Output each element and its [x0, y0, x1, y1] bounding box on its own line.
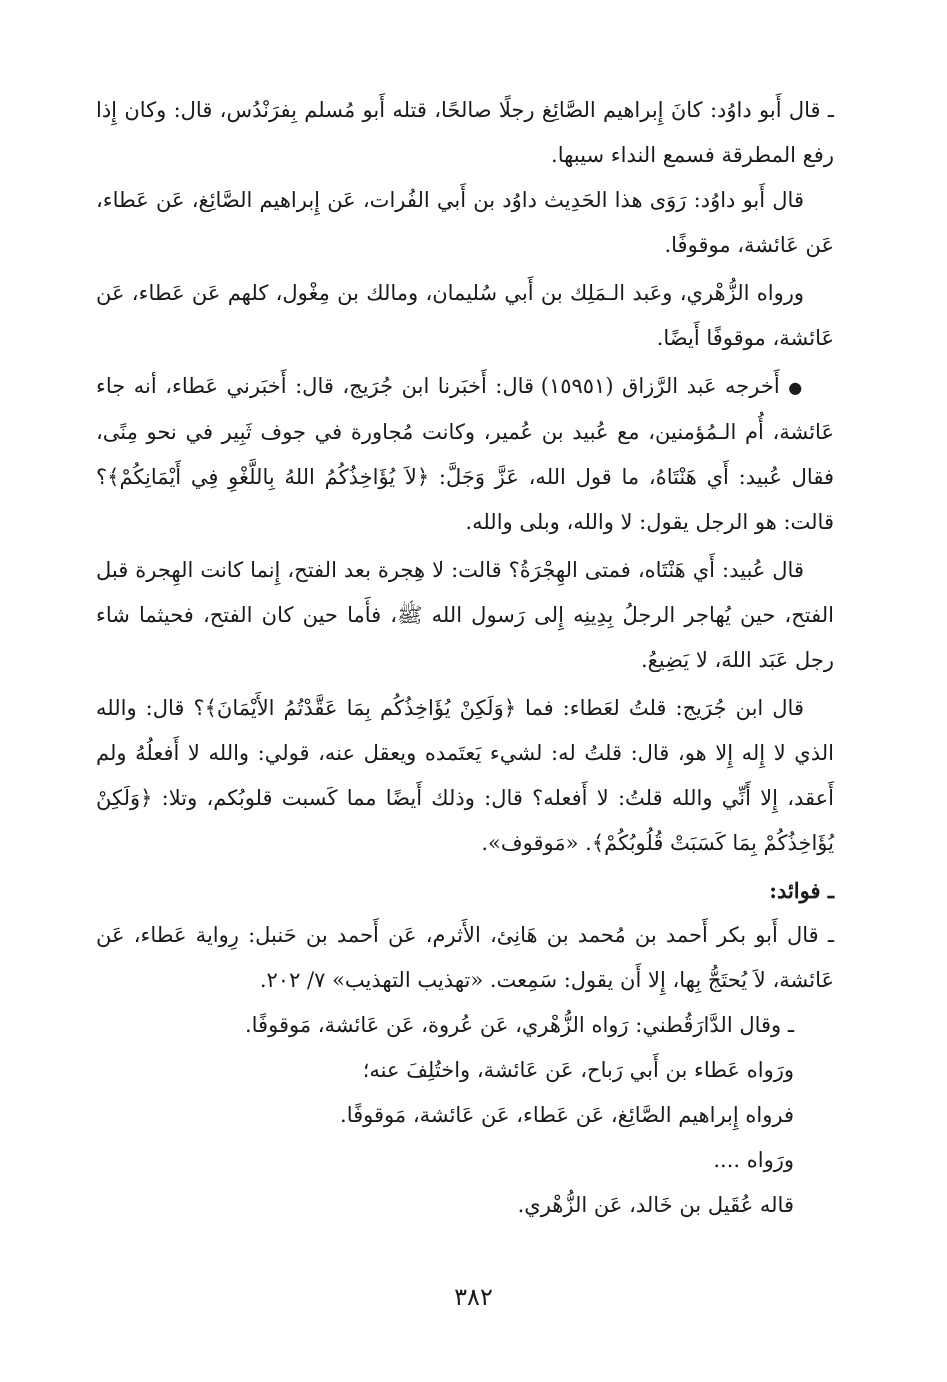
paragraph-abd-al-razzaq — [96, 364, 834, 545]
paragraph-athram: ـ قال أَبو بكر أَحمد بن مُحمد بن هَانِئ، الأَثرم، عَن أَحمد بن حَنبل: رِواية عَطاء، عَن عَائشة، لاَ يُحتَجُّ بِها، إِلا أَن يقول: سَمِعت. «تهذيب التهذيب» ٧/ ٢٠٢. — [96, 923, 834, 992]
benefits-heading: ـ فوائد: — [769, 878, 834, 903]
paragraph-ubayd-question: قال عُبيد: أَي هَنْتَاه، فمتى الهِجْرَةُ؟ قالت: لا هِجرة بعد الفتح، إِنما كانت الهِجرة قبل الفتح، حين يُهاجر الرجلُ بِدِينِه إِلى رَسول الله ﷺ، فأَما حين كان الفتح، فحيثما شاء رجل عَبَد اللهَ، لا يَضِيعُ. — [96, 558, 834, 672]
paragraph-ibn-jurayj: قال ابن جُرَيج: قلتُ لعَطاء: فما ﴿وَلَكِنْ يُؤَاخِذُكُم بِمَا عَقَّدْتُمُ الأَيْمَانَ﴾؟ قال: والله الذي لا إِله إِلا هو، قال: قلتُ له: لشيء يَعتَمده ويعقل عنه، قولي: والله لا أَفعلُهُ ولم أَعقد، إِلا أَنِّي والله قلتُ: لا أَفعله؟ قال: وذلك أَيضًا مما كَسبت قلوبُكم، وتلا: ﴿وَلَكِنْ يُؤَاخِذُكُمْ بِمَا كَسَبَتْ قُلُوبُكُمْ﴾. «مَوقوف». — [96, 696, 834, 855]
paragraph-daraqutni: ـ وقال الدَّارَقُطني: رَواه الزُّهْري، عَن عُروة، عَن عَائشة، مَوقوفًا. — [244, 1013, 794, 1037]
paragraph-uqayl: قاله عُقَيل بن خَالد، عَن الزُّهْري. — [517, 1193, 794, 1217]
bullet-icon: ● — [788, 378, 804, 397]
paragraph-saigh-narration: فرواه إِبراهيم الصَّائِغ، عَن عَطاء، عَن عَائشة، مَوقوفًا. — [340, 1103, 794, 1127]
document-page — [96, 88, 834, 1228]
paragraph-ellipsis: ورَواه .... — [713, 1148, 794, 1172]
page-number: ٣٨٢ — [454, 1283, 493, 1311]
paragraph-abu-dawud-note: ـ قال أَبو داوُد: كانَ إِبراهيم الصَّائِغ رجلًا صالحًا، قتله أَبو مُسلم بِفرَنْدُس، قال: وكان إِذا رفع المطرقة فسمع النداء سيبها. — [96, 98, 834, 167]
paragraph-ata-narration: ورَواه عَطاء بن أَبي رَباح، عَن عَائشة، واختُلِفَ عنه؛ — [362, 1058, 794, 1082]
abd-al-razzaq-text: أَخرجه عَبد الرَّزاق (١٥٩٥١) قال: أَخبَرنا ابن جُرَيج، قال: أَخبَرني عَطاء، أنه جاء عَائشة، أُم الـمُؤمنين، مع عُبيد بن عُمير، وكانت مُجاورة في جوف ثَبِير في نحو مِنًى، فقال عُبيد: أَي هَنْتَاهُ، ما قول الله، عَزَّ وَجَلَّ: ﴿لاَ يُؤَاخِذُكُمُ اللهُ بِاللَّغْوِ فِي أَيْمَانِكُمْ﴾؟ قالت: هو الرجل يقول: لا والله، وبلى والله. — [96, 374, 834, 534]
paragraph-zuhri-narration: ورواه الزُّهْري، وعَبد الـمَلِك بن أَبي سُليمان، ومالك بن مِغْول، كلهم عَن عَطاء، عَن عَائشة، موقوفًا أَيضًا. — [96, 281, 834, 350]
paragraph-abu-dawud-narration: قال أَبو داوُد: رَوَى هذا الحَدِيث داوُد بن أَبي الفُرات، عَن إِبراهيم الصَّائِغ، عَن عَطاء، عَن عَائشة، موقوفًا. — [96, 188, 834, 257]
